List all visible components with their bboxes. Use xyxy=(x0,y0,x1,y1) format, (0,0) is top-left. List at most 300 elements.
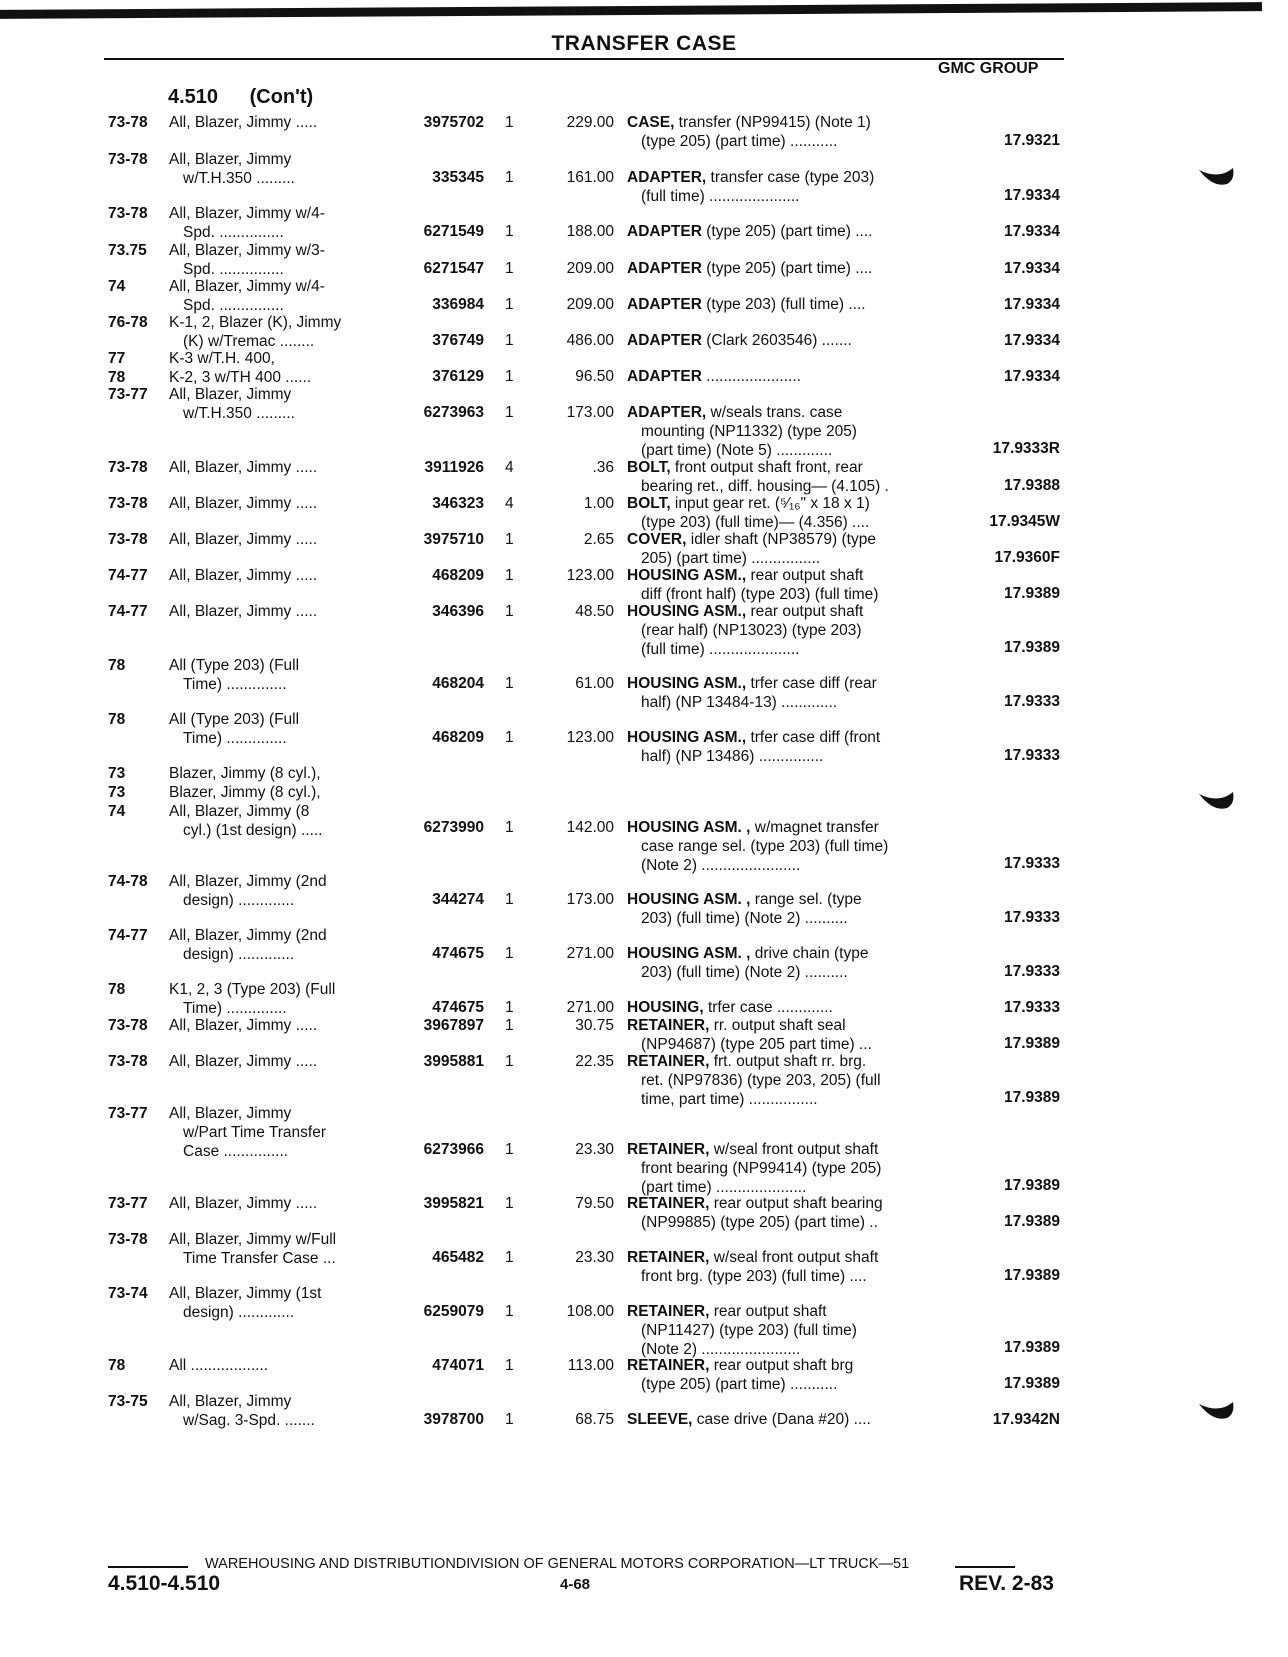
footer-section-range: 4.510-4.510 xyxy=(108,1572,221,1595)
description xyxy=(627,295,947,314)
description-line: (rear half) (NP13023) (type 203) xyxy=(641,622,862,639)
application-line: Time) .............. xyxy=(183,730,287,747)
price: 23.30 xyxy=(575,1249,614,1266)
group-number: 17.9389 xyxy=(1003,585,1060,602)
application-line: cyl.) (1st design) ..... xyxy=(183,822,323,839)
description-line: HOUSING ASM., trfer case diff (rear xyxy=(627,675,877,692)
price: 2.65 xyxy=(583,531,614,548)
description xyxy=(627,602,947,659)
part-number: 474675 xyxy=(432,945,484,962)
application xyxy=(169,602,384,621)
group-number: 17.9334 xyxy=(1003,260,1060,277)
item-name: HOUSING, xyxy=(627,999,704,1016)
description xyxy=(627,1194,947,1232)
quantity: 1 xyxy=(505,223,514,240)
model-year: 74 xyxy=(108,278,126,295)
description-line: ret. (NP97836) (type 203, 205) (full xyxy=(641,1072,881,1089)
model-years xyxy=(108,1104,166,1123)
part-number: 474675 xyxy=(432,999,484,1016)
price: .36 xyxy=(592,459,614,476)
item-name: RETAINER, xyxy=(627,1017,710,1034)
application-line: All, Blazer, Jimmy ..... xyxy=(169,114,318,131)
application-line: All, Blazer, Jimmy (2nd xyxy=(169,927,327,944)
item-name: HOUSING ASM. , xyxy=(627,891,751,908)
description xyxy=(627,168,947,206)
footer-revision: REV. 2-83 xyxy=(959,1572,1054,1595)
description-line: (NP99885) (type 205) (part time) .. xyxy=(641,1214,878,1231)
application-line: All, Blazer, Jimmy ..... xyxy=(169,567,318,584)
description-line: 203) (full time) (Note 2) .......... xyxy=(641,964,848,981)
application-line: K-3 w/T.H. 400, xyxy=(169,350,275,367)
description xyxy=(627,818,947,875)
footer-rule-left xyxy=(108,1566,188,1568)
item-name: HOUSING ASM., xyxy=(627,675,747,692)
price: 108.00 xyxy=(566,1303,614,1320)
application-line: All (Type 203) (Full xyxy=(169,657,300,674)
group-number: 17.9333 xyxy=(1003,747,1060,764)
quantity: 1 xyxy=(505,729,514,746)
quantity: 1 xyxy=(505,567,514,584)
description-line: HOUSING ASM. , range sel. (type xyxy=(627,891,862,908)
model-years xyxy=(108,458,166,477)
price: 142.00 xyxy=(566,819,614,836)
description xyxy=(627,566,947,604)
application xyxy=(169,1194,384,1213)
model-year: 76-78 xyxy=(108,314,148,331)
group-number: 17.9334 xyxy=(1003,296,1060,313)
item-name: HOUSING ASM., xyxy=(627,567,747,584)
quantity: 1 xyxy=(505,169,514,186)
footer-publisher: WAREHOUSING AND DISTRIBUTIONDIVISION OF GENERAL MOTORS CORPORATION—LT TRUCK—51 xyxy=(205,1556,910,1572)
application-line: All, Blazer, Jimmy xyxy=(169,151,292,168)
group-number: 17.9345W xyxy=(989,513,1060,530)
application xyxy=(169,1356,384,1375)
description-line: (Note 2) ....................... xyxy=(641,1341,801,1358)
model-year: 78 xyxy=(108,711,126,728)
part-number: 6273990 xyxy=(423,819,484,836)
application-line: Spd. ............... xyxy=(183,261,284,278)
item-name: HOUSING ASM., xyxy=(627,729,747,746)
description-line: ADAPTER ...................... xyxy=(627,368,801,385)
description-line: HOUSING ASM. , drive chain (type xyxy=(627,945,869,962)
application xyxy=(169,530,384,549)
application xyxy=(169,566,384,585)
group-number: 17.9389 xyxy=(1003,1375,1060,1392)
application-line: K-1, 2, Blazer (K), Jimmy xyxy=(169,314,342,331)
description-line: case range sel. (type 203) (full time) xyxy=(641,838,889,855)
model-years xyxy=(108,1016,166,1035)
model-years xyxy=(108,313,166,332)
model-year: 73.75 xyxy=(108,242,147,259)
model-year: 74-77 xyxy=(108,927,148,944)
model-years xyxy=(108,204,166,223)
quantity: 1 xyxy=(505,296,514,313)
application xyxy=(169,150,384,188)
quantity: 1 xyxy=(505,531,514,548)
model-years xyxy=(108,1052,166,1071)
application-line: w/Part Time Transfer xyxy=(183,1124,326,1141)
part-number: 3995881 xyxy=(423,1053,484,1070)
group-number: 17.9389 xyxy=(1003,1267,1060,1284)
description xyxy=(627,259,947,278)
price: 209.00 xyxy=(566,260,614,277)
model-year: 73-78 xyxy=(108,459,148,476)
application-line: w/T.H.350 ......... xyxy=(183,405,295,422)
description-line: BOLT, input gear ret. (⁵⁄₁₆" x 18 x 1) xyxy=(627,495,870,512)
price: 79.50 xyxy=(575,1195,614,1212)
part-number: 346323 xyxy=(432,495,484,512)
description-line: 203) (full time) (Note 2) .......... xyxy=(641,910,848,927)
price: 271.00 xyxy=(566,999,614,1016)
description xyxy=(627,331,947,350)
description-line: (type 205) (part time) ........... xyxy=(641,1376,838,1393)
model-year: 73-75 xyxy=(108,1393,148,1410)
price: 23.30 xyxy=(575,1141,614,1158)
description-line: (NP94687) (type 205 part time) ... xyxy=(641,1036,872,1053)
description-line: (Note 2) ....................... xyxy=(641,857,801,874)
description xyxy=(627,458,947,496)
application-line: All, Blazer, Jimmy ..... xyxy=(169,603,318,620)
group-number: 17.9333R xyxy=(992,440,1060,457)
part-number: 468209 xyxy=(432,729,484,746)
item-name: RETAINER, xyxy=(627,1141,710,1158)
group-number: 17.9334 xyxy=(1003,332,1060,349)
quantity: 4 xyxy=(505,495,514,512)
item-name: ADAPTER, xyxy=(627,169,707,186)
description-line: (part time) ..................... xyxy=(641,1179,807,1196)
description xyxy=(627,222,947,241)
part-number: 335345 xyxy=(432,169,484,186)
price: 188.00 xyxy=(566,223,614,240)
application-line: Time) .............. xyxy=(183,676,287,693)
description-line: (type 205) (part time) ........... xyxy=(641,133,838,150)
description-line: RETAINER, frt. output shaft rr. brg. xyxy=(627,1053,867,1070)
group-number: 17.9389 xyxy=(1003,1339,1060,1356)
section-heading: 4.510 (Con't) xyxy=(168,86,314,108)
application-line: All, Blazer, Jimmy xyxy=(169,1105,292,1122)
price: 209.00 xyxy=(566,296,614,313)
part-number: 336984 xyxy=(432,296,484,313)
description xyxy=(627,1410,947,1429)
application-line: All, Blazer, Jimmy xyxy=(169,1393,292,1410)
part-number: 3967897 xyxy=(423,1017,484,1034)
application-line: K1, 2, 3 (Type 203) (Full xyxy=(169,981,336,998)
application-line: design) ............. xyxy=(183,946,295,963)
quantity: 1 xyxy=(505,1303,514,1320)
part-number: 465482 xyxy=(432,1249,484,1266)
group-number: 17.9333 xyxy=(1003,963,1060,980)
application-line: All, Blazer, Jimmy ..... xyxy=(169,459,318,476)
model-year: 73-78 xyxy=(108,205,148,222)
application-line: All, Blazer, Jimmy w/Full xyxy=(169,1231,337,1248)
model-year: 73-78 xyxy=(108,531,148,548)
description xyxy=(627,1356,947,1394)
application xyxy=(169,277,384,315)
description-line: front brg. (type 203) (full time) .... xyxy=(641,1268,867,1285)
item-name: RETAINER, xyxy=(627,1195,710,1212)
item-name: RETAINER, xyxy=(627,1249,710,1266)
price: 161.00 xyxy=(566,169,614,186)
description xyxy=(627,998,947,1017)
part-number: 6271547 xyxy=(423,260,484,277)
model-years xyxy=(108,113,166,132)
model-years xyxy=(108,1356,166,1375)
model-year: 73 xyxy=(108,765,126,782)
application xyxy=(169,458,384,477)
model-year: 78 xyxy=(108,657,126,674)
application-line: All, Blazer, Jimmy w/4- xyxy=(169,205,325,222)
title-underline xyxy=(104,58,1064,60)
top-border-rule xyxy=(0,2,1262,19)
part-number: 6271549 xyxy=(423,223,484,240)
price: 113.00 xyxy=(567,1357,614,1374)
quantity: 1 xyxy=(505,675,514,692)
description-line: BOLT, front output shaft front, rear xyxy=(627,459,863,476)
description-line: bearing ret., diff. housing— (4.105) . xyxy=(641,478,889,495)
application-line: All, Blazer, Jimmy xyxy=(169,386,292,403)
model-year: 73-78 xyxy=(108,1231,148,1248)
footer-page-number: 4-68 xyxy=(560,1576,591,1593)
group-number: 17.9342N xyxy=(992,1411,1060,1428)
group-number: 17.9389 xyxy=(1003,639,1060,656)
application-line: All, Blazer, Jimmy ..... xyxy=(169,1017,318,1034)
application xyxy=(169,494,384,513)
model-years xyxy=(108,1392,166,1411)
description-line: HOUSING, trfer case ............. xyxy=(627,999,833,1016)
item-name: RETAINER, xyxy=(627,1303,710,1320)
description xyxy=(627,530,947,568)
quantity: 1 xyxy=(505,404,514,421)
model-year: 73 xyxy=(108,784,126,801)
binder-hole-mark xyxy=(1197,166,1237,188)
model-years xyxy=(108,494,166,513)
group-number: 17.9389 xyxy=(1003,1213,1060,1230)
group-number: 17.9389 xyxy=(1003,1035,1060,1052)
part-number: 3975702 xyxy=(423,114,484,131)
application xyxy=(169,980,384,1018)
item-name: HOUSING ASM. , xyxy=(627,819,751,836)
application-line: Spd. ............... xyxy=(183,224,284,241)
model-years xyxy=(108,872,166,891)
item-name: ADAPTER xyxy=(627,260,702,277)
item-name: RETAINER, xyxy=(627,1357,710,1374)
price: 22.35 xyxy=(575,1053,614,1070)
description-line: RETAINER, rear output shaft xyxy=(627,1303,827,1320)
application-line: Time Transfer Case ... xyxy=(183,1250,336,1267)
quantity: 1 xyxy=(505,1357,514,1374)
part-number: 474071 xyxy=(432,1357,484,1374)
model-years xyxy=(108,385,166,404)
description-line: RETAINER, rear output shaft bearing xyxy=(627,1195,883,1212)
price: 30.75 xyxy=(575,1017,614,1034)
model-years xyxy=(108,926,166,945)
quantity: 1 xyxy=(505,332,514,349)
model-year: 78 xyxy=(108,1357,126,1374)
description-line: HOUSING ASM., trfer case diff (front xyxy=(627,729,881,746)
part-number: 3995821 xyxy=(423,1195,484,1212)
group-number: 17.9333 xyxy=(1003,909,1060,926)
description xyxy=(627,890,947,928)
application-line: K-2, 3 w/TH 400 ...... xyxy=(169,369,312,386)
application-line: All, Blazer, Jimmy (2nd xyxy=(169,873,327,890)
description xyxy=(627,728,947,766)
model-year: 74 xyxy=(108,803,126,820)
item-name: RETAINER, xyxy=(627,1053,710,1070)
application xyxy=(169,656,384,694)
model-year: 73-78 xyxy=(108,495,148,512)
model-years xyxy=(108,656,166,675)
description-line: HOUSING ASM., rear output shaft xyxy=(627,603,864,620)
group-number: 17.9389 xyxy=(1003,1177,1060,1194)
application-line: Case ............... xyxy=(183,1143,289,1160)
application xyxy=(169,764,384,840)
model-years xyxy=(108,1194,166,1213)
item-name: ADAPTER, xyxy=(627,404,707,421)
group-number: 17.9333 xyxy=(1003,999,1060,1016)
footer-rule-right xyxy=(955,1566,1015,1568)
part-number: 376749 xyxy=(432,332,484,349)
application-line: design) ............. xyxy=(183,892,295,909)
price: 486.00 xyxy=(566,332,614,349)
description-line: COVER, idler shaft (NP38579) (type xyxy=(627,531,876,548)
description-line: (type 203) (full time)— (4.356) .... xyxy=(641,514,870,531)
description-line: RETAINER, w/seal front output shaft xyxy=(627,1141,879,1158)
part-number: 376129 xyxy=(432,368,484,385)
description xyxy=(627,1016,947,1054)
price: 96.50 xyxy=(575,368,614,385)
description xyxy=(627,1302,947,1359)
description-line: (NP11427) (type 203) (full time) xyxy=(641,1322,857,1339)
application-line: All .................. xyxy=(169,1357,269,1374)
price: 173.00 xyxy=(566,404,614,421)
description xyxy=(627,1052,947,1109)
group-number: 17.9334 xyxy=(1003,368,1060,385)
application xyxy=(169,313,384,351)
model-year: 73-77 xyxy=(108,1195,148,1212)
description-line: RETAINER, rear output shaft brg xyxy=(627,1357,854,1374)
item-name: BOLT, xyxy=(627,459,671,476)
quantity: 1 xyxy=(505,999,514,1016)
model-year: 78 xyxy=(108,369,126,386)
description-line: ADAPTER, w/seals trans. case xyxy=(627,404,843,421)
description-line: front bearing (NP99414) (type 205) xyxy=(641,1160,882,1177)
binder-hole-mark xyxy=(1197,790,1237,812)
model-year: 74-77 xyxy=(108,603,148,620)
price: 271.00 xyxy=(566,945,614,962)
description-line: mounting (NP11332) (type 205) xyxy=(641,423,857,440)
application xyxy=(169,1104,384,1161)
application xyxy=(169,241,384,279)
quantity: 1 xyxy=(505,603,514,620)
group-number: 17.9389 xyxy=(1003,1089,1060,1106)
description-line: HOUSING ASM., rear output shaft xyxy=(627,567,864,584)
item-name: BOLT, xyxy=(627,495,671,512)
item-name: HOUSING ASM., xyxy=(627,603,747,620)
quantity: 1 xyxy=(505,1053,514,1070)
application-line: Time) .............. xyxy=(183,1000,287,1017)
application-line: All, Blazer, Jimmy w/4- xyxy=(169,278,325,295)
description xyxy=(627,1140,947,1197)
binder-hole-mark xyxy=(1197,1400,1237,1422)
application-line: design) ............. xyxy=(183,1304,295,1321)
model-year: 74-78 xyxy=(108,873,148,890)
description-line: HOUSING ASM. , w/magnet transfer xyxy=(627,819,879,836)
application xyxy=(169,385,384,423)
application-line: All, Blazer, Jimmy ..... xyxy=(169,1195,318,1212)
description-line: RETAINER, w/seal front output shaft xyxy=(627,1249,879,1266)
application-line: Blazer, Jimmy (8 cyl.), xyxy=(169,765,321,782)
description xyxy=(627,1248,947,1286)
group-number: 17.9321 xyxy=(1003,132,1060,149)
model-years xyxy=(108,980,166,999)
description xyxy=(627,403,947,460)
quantity: 1 xyxy=(505,891,514,908)
application xyxy=(169,872,384,910)
price: 48.50 xyxy=(575,603,614,620)
price: 123.00 xyxy=(566,729,614,746)
part-number: 6273963 xyxy=(423,404,484,421)
quantity: 1 xyxy=(505,114,514,131)
model-years xyxy=(108,530,166,549)
item-name: ADAPTER xyxy=(627,223,702,240)
description-line: ADAPTER (type 203) (full time) .... xyxy=(627,296,866,313)
description-line: ADAPTER (Clark 2603546) ....... xyxy=(627,332,852,349)
model-year: 73-78 xyxy=(108,1017,148,1034)
application-line: All, Blazer, Jimmy ..... xyxy=(169,531,318,548)
description-line: half) (NP 13484-13) ............. xyxy=(641,694,838,711)
description xyxy=(627,944,947,982)
application-line: All, Blazer, Jimmy ..... xyxy=(169,1053,318,1070)
model-years xyxy=(108,277,166,296)
part-number: 3978700 xyxy=(423,1411,484,1428)
application xyxy=(169,204,384,242)
application xyxy=(169,710,384,748)
part-number: 6273966 xyxy=(423,1141,484,1158)
application xyxy=(169,1230,384,1268)
price: 68.75 xyxy=(575,1411,614,1428)
model-years xyxy=(108,566,166,585)
application xyxy=(169,1052,384,1071)
description-line: time, part time) ................ xyxy=(641,1091,818,1108)
group-number: 17.9360F xyxy=(994,549,1060,566)
model-year: 73-78 xyxy=(108,114,148,131)
model-years xyxy=(108,349,166,387)
item-name: CASE, xyxy=(627,114,675,131)
model-years xyxy=(108,710,166,729)
model-years xyxy=(108,764,166,821)
part-number: 468209 xyxy=(432,567,484,584)
quantity: 4 xyxy=(505,459,514,476)
application xyxy=(169,1016,384,1035)
description-line: ADAPTER (type 205) (part time) .... xyxy=(627,223,873,240)
application xyxy=(169,113,384,132)
part-number: 6259079 xyxy=(423,1303,484,1320)
application-line: All, Blazer, Jimmy (1st xyxy=(169,1285,322,1302)
item-name: ADAPTER xyxy=(627,332,702,349)
model-year: 74-77 xyxy=(108,567,148,584)
item-name: COVER, xyxy=(627,531,687,548)
group-number: 17.9334 xyxy=(1003,223,1060,240)
part-number: 3975710 xyxy=(423,531,484,548)
quantity: 1 xyxy=(505,1249,514,1266)
description-line: 205) (part time) ................ xyxy=(641,550,821,567)
quantity: 1 xyxy=(505,368,514,385)
price: 173.00 xyxy=(566,891,614,908)
item-name: ADAPTER xyxy=(627,296,702,313)
item-name: SLEEVE, xyxy=(627,1411,693,1428)
description xyxy=(627,494,947,532)
application xyxy=(169,1392,384,1430)
